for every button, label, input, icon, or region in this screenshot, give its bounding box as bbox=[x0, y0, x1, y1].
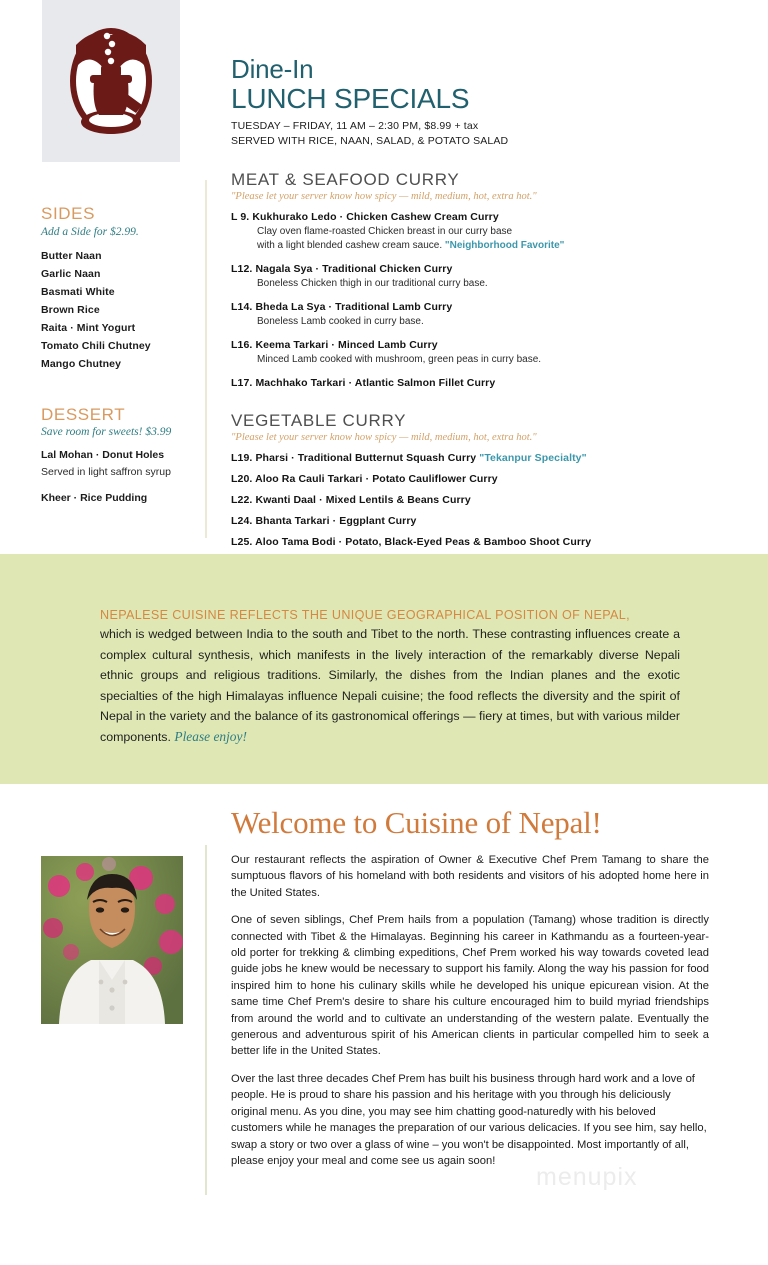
menu-item bbox=[231, 338, 731, 367]
category-heading-meat: MEAT & SEAFOOD CURRY bbox=[231, 170, 460, 190]
list-item: Garlic Naan bbox=[41, 267, 101, 280]
item-code: L17. bbox=[231, 377, 253, 390]
menu-item bbox=[231, 376, 731, 391]
restaurant-logo-pot-icon bbox=[68, 25, 154, 137]
item-code: L14. bbox=[231, 301, 253, 314]
item-code: L12. bbox=[231, 263, 253, 276]
list-item: Basmati White bbox=[41, 285, 115, 298]
list-item-desc: Served in light saffron syrup bbox=[41, 466, 171, 479]
item-title: Bheda La Sya · Traditional Lamb Curry bbox=[255, 301, 453, 314]
menu-item bbox=[231, 262, 731, 291]
menu-item bbox=[231, 300, 731, 329]
hours-line-2: SERVED WITH RICE, NAAN, SALAD, & POTATO SALAD bbox=[231, 134, 509, 147]
cuisine-closing: Please enjoy! bbox=[174, 728, 247, 744]
item-desc-text: with a light blended cashew cream sauce. bbox=[257, 240, 443, 252]
page-title-lunch-specials: LUNCH SPECIALS bbox=[231, 83, 470, 115]
menu-item bbox=[231, 493, 731, 508]
list-item: Brown Rice bbox=[41, 303, 100, 316]
status-badge: "Neighborhood Favorite" bbox=[444, 240, 565, 252]
item-title: Nagala Sya · Traditional Chicken Curry bbox=[255, 263, 453, 276]
list-item: Lal Mohan · Donut Holes bbox=[41, 449, 165, 462]
divider-vertical-top bbox=[205, 180, 207, 538]
sides-section bbox=[41, 205, 201, 373]
item-desc-line: Boneless Chicken thigh in our traditional curry base. bbox=[257, 278, 488, 290]
status-badge: "Tekanpur Specialty" bbox=[479, 451, 587, 464]
item-title: Pharsi · Traditional Butternut Squash Curry bbox=[255, 451, 477, 464]
welcome-paragraph: Over the last three decades Chef Prem has built his business through hard work and a love of people. He is proud to share his passion and his heritage with you through his deliciously original menu. As you dine, you may see him chatting good-naturedly with his beloved customers while he manages the preparation of our various delicacies. If you see him, say hello, swap a story or two over a glass of wine – you won't be disappointed. Most importantly of all, please enjoy your meal and come see us again soon! bbox=[231, 1072, 707, 1167]
menu-item bbox=[231, 210, 731, 253]
category-heading-vegetable: VEGETABLE CURRY bbox=[231, 411, 407, 431]
list-item: Tomato Chili Chutney bbox=[41, 339, 151, 352]
cuisine-headline: NEPALESE CUISINE REFLECTS THE UNIQUE GEOGRAPHICAL POSITION OF NEPAL, bbox=[100, 608, 630, 622]
item-title: Keema Tarkari · Minced Lamb Curry bbox=[255, 339, 438, 352]
item-title: Kwanti Daal · Mixed Lentils & Beans Curry bbox=[255, 493, 471, 506]
welcome-heading: Welcome to Cuisine of Nepal! bbox=[231, 805, 602, 840]
dessert-section bbox=[41, 406, 201, 508]
dessert-heading: DESSERT bbox=[41, 404, 126, 424]
list-item: Butter Naan bbox=[41, 249, 102, 262]
item-title: Aloo Ra Cauli Tarkari · Potato Cauliflower Curry bbox=[255, 472, 498, 485]
item-desc-line bbox=[231, 239, 731, 253]
item-code: L20. bbox=[231, 472, 253, 485]
item-code: L22. bbox=[231, 493, 253, 506]
divider-vertical-bottom bbox=[205, 845, 207, 1195]
menu-item bbox=[231, 514, 731, 529]
watermark: menupix bbox=[536, 1163, 638, 1191]
cuisine-body-text: which is wedged between India to the south and Tibet to the north. These contrasting influences create a complex cultural synthesis, which manifests in the lively interaction of the remarkably diverse Nepali ethnic groups and religious traditions. Similarly, the dishes from the Indian planes and the exotic specialties of the high Himalayas influence Nepali cuisine; the food reflects the diversity and the spirit of Nepal in the variety and the balance of its gastronomical offerings — fiery at times, but with various milder components. bbox=[100, 627, 680, 744]
list-item: Kheer · Rice Pudding bbox=[41, 492, 148, 505]
item-desc-line: Minced Lamb cooked with mushroom, green peas in curry base. bbox=[257, 354, 542, 366]
menu-item bbox=[231, 451, 731, 466]
dessert-subheading: Save room for sweets! $3.99 bbox=[41, 426, 172, 439]
item-title: Aloo Tama Bodi · Potato, Black-Eyed Peas & Bamboo Shoot Curry bbox=[255, 535, 592, 548]
welcome-paragraph: Our restaurant reflects the aspiration of Owner & Executive Chef Prem Tamang to share the sumptuous flavors of his homeland with both residents and visitors of his adopted home here in the United States. bbox=[231, 854, 709, 899]
item-code: L25. bbox=[231, 535, 253, 548]
menu-item bbox=[231, 535, 731, 550]
welcome-paragraph: One of seven siblings, Chef Prem hails from a population (Tamang) whose tradition is directly connected with Tibet & the Himalayas. Beginning his career in Kathmandu as a fourteen-year-old porter for trekking & climbing expeditions, Chef Prem worked his way towards coveted lead guide jobs he knew would be necessary to support his family. Along the way his passion for food inspired him to hone his culinary skills while he developed his unique epicurean vision. At the same time Chef Prem's desire to share his culture encouraged him to build myriad friendships from around the world and to cultivate an understanding of the western palate. Eventually the generous and adventurous spirit of his American clients in particular compelled him to seek a better life in the United States. bbox=[231, 914, 709, 1058]
category-note-meat: "Please let your server know how spicy — mild, medium, hot, extra hot." bbox=[231, 191, 537, 203]
sides-heading: SIDES bbox=[41, 204, 96, 223]
item-desc-line: Clay oven flame-roasted Chicken breast in our curry base bbox=[257, 226, 513, 238]
sidebar-sides-dessert bbox=[41, 205, 201, 507]
item-code: L16. bbox=[231, 339, 253, 352]
list-item: Mango Chutney bbox=[41, 357, 122, 370]
cuisine-body bbox=[100, 624, 680, 748]
logo-block bbox=[42, 0, 180, 162]
welcome-body bbox=[231, 852, 709, 1180]
item-code: L24. bbox=[231, 514, 253, 527]
sides-subheading: Add a Side for $2.99. bbox=[41, 225, 139, 238]
category-note-vegetable: "Please let your server know how spicy — mild, medium, hot, extra hot." bbox=[231, 431, 537, 443]
chef-portrait-image bbox=[41, 856, 183, 1024]
meat-seafood-section bbox=[231, 171, 731, 391]
hours-line-1: TUESDAY – FRIDAY, 11 AM – 2:30 PM, $8.99 + tax bbox=[231, 120, 479, 133]
spacer bbox=[41, 481, 201, 490]
menu-item bbox=[231, 472, 731, 487]
item-title: Kukhurako Ledo · Chicken Cashew Cream Curry bbox=[252, 211, 499, 224]
item-code: L 9. bbox=[231, 211, 250, 224]
cuisine-description-panel bbox=[0, 554, 768, 784]
item-title: Bhanta Tarkari · Eggplant Curry bbox=[255, 514, 417, 527]
page-title-dine-in: Dine-In bbox=[231, 54, 314, 84]
item-title: Machhako Tarkari · Atlantic Salmon Fillet Curry bbox=[255, 377, 496, 390]
list-item: Raita · Mint Yogurt bbox=[41, 321, 136, 334]
chef-photo bbox=[41, 856, 183, 1024]
item-desc-line: Boneless Lamb cooked in curry base. bbox=[257, 316, 424, 328]
cuisine-description-inner bbox=[100, 606, 680, 748]
item-code: L19. bbox=[231, 451, 253, 464]
lunch-specials-column bbox=[231, 56, 731, 598]
